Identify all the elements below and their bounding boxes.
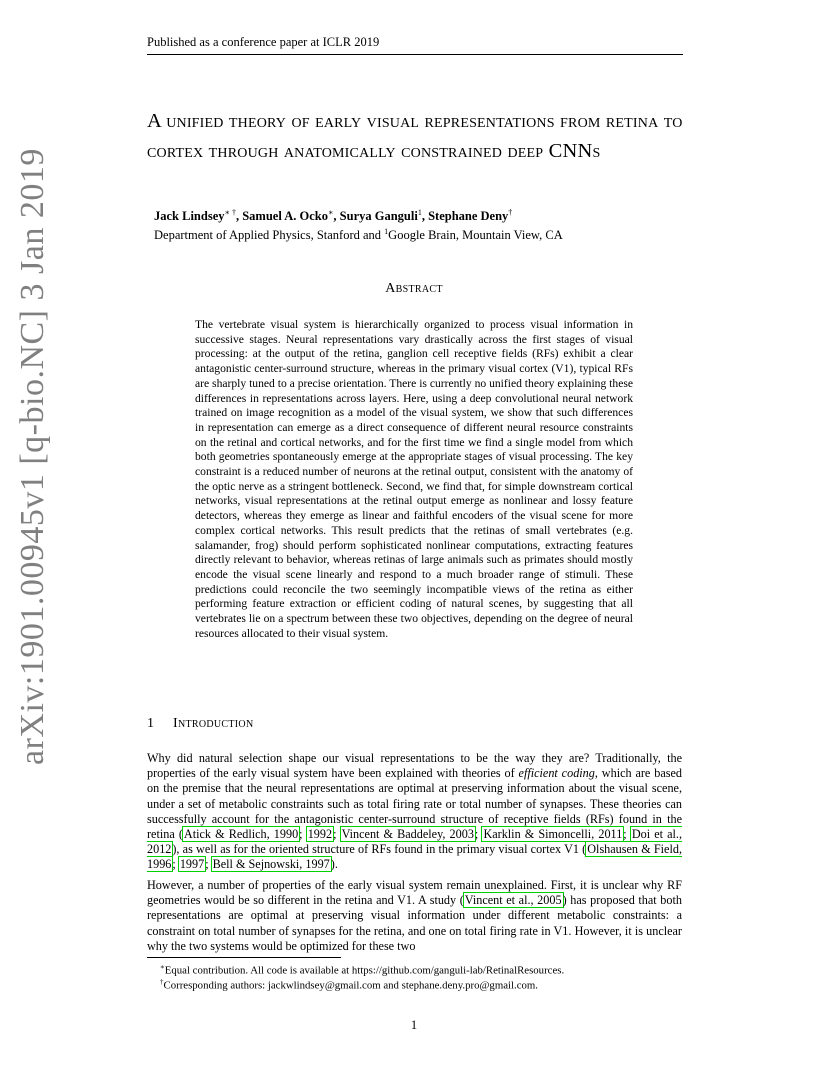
footnote-mark: ∗: [160, 963, 165, 971]
emphasis: efficient coding: [518, 766, 595, 781]
citation-link[interactable]: Karklin & Simoncelli, 2011: [483, 827, 623, 842]
text-run: ;: [623, 827, 631, 842]
footnote-mark: †: [160, 978, 164, 986]
author-list: [154, 208, 512, 224]
text-run: ) has proposed that both representations are optimal at preserving visual information under different metabolic constraints: a constraint on total number of synapses for the retina, and one on total firing rate in V1. However, it is unclear why the two systems would be optimized for these two: [147, 893, 682, 953]
page-number: 1: [410, 1018, 418, 1032]
section-heading: [147, 716, 253, 732]
affiliation: [154, 227, 563, 243]
header-rule: [147, 54, 683, 55]
affiliation-mark: 1: [384, 227, 389, 236]
text-run: ), as well as for the oriented structure of RFs found in the primary visual cortex V1 (: [172, 842, 587, 857]
text-run: ;: [205, 857, 212, 872]
section-number: 1: [147, 716, 155, 731]
author-name: Jack Lindsey: [154, 209, 225, 224]
citation-link[interactable]: Vincent & Baddeley, 2003: [341, 827, 474, 842]
citation-link[interactable]: Vincent et al., 2005: [464, 893, 562, 908]
author-mark: ∗ †: [224, 208, 236, 217]
author-separator: ,: [235, 209, 243, 224]
author-name: Samuel A. Ocko: [242, 209, 328, 224]
citation-link[interactable]: Olshausen & Field, 1996: [147, 842, 682, 872]
arxiv-stamp: arXiv:1901.00945v1 [q-bio.NC] 3 Jan 2019: [14, 148, 51, 765]
intro-paragraph: [147, 751, 682, 873]
intro-paragraph: [147, 878, 682, 954]
abstract-heading: Abstract: [385, 281, 443, 296]
author-name: Surya Ganguli: [339, 209, 418, 224]
citation-link[interactable]: 1997: [179, 857, 205, 872]
footnote-text: Equal contribution. All code is available at https://github.com/ganguli-lab/RetinalResources.: [164, 964, 565, 977]
text-run: ;: [172, 857, 179, 872]
paper-title: A unified theory of early visual representations from retina to cortex through anatomically constrained deep CNNs: [147, 110, 683, 162]
citation-link[interactable]: 1992: [307, 827, 333, 842]
author-mark: ∗: [327, 208, 334, 217]
text-run: ;: [299, 827, 307, 842]
author-name: Stephane Deny: [428, 209, 509, 224]
text-run: Why did natural selection shape our visual representations to be the way they are? Traditionally, the properties of the early visual system have been explained with theories of: [147, 751, 682, 781]
section-title: Introduction: [173, 716, 254, 731]
text-run: However, a number of properties of the early visual system remain unexplained. First, it is unclear why RF geometries would be so different in the retina and V1. A study (: [147, 878, 682, 908]
author-mark: 1: [417, 208, 422, 217]
abstract-text: The vertebrate visual system is hierarchically organized to process visual information in successive stages. Neural representations vary drastically across the first stages of visual processing: at the output of the retina, ganglion cell receptive fields (RFs) exhibit a clear antagonistic center-surround structure, whereas in the primary visual cortex (V1), typical RFs are sharply tuned to a precise orientation. There is currently no unified theory explaining these differences in representations across layers. Here, using a deep convolutional neural network trained on image recognition as a model of the visual system, we show that such differences in representation can emerge as a direct consequence of different neural resource constraints on the retinal and cortical networks, and for the first time we find a single model from which both geometries spontaneously emerge at the appropriate stages of visual processing. The key constraint is a reduced number of neurons at the retinal output, consistent with the anatomy of the optic nerve as a stringent bottleneck. Second, we find that, for simple downstream cortical networks, visual representations at the retinal output emerge as nonlinear and lossy feature detectors, whereas they emerge as linear and faithful encoders of the visual scene for more complex cortical networks. This result predicts that the retinas of small vertebrates (e.g. salamander, frog) should perform sophisticated nonlinear computations, extracting features directly relevant to behavior, whereas retinas of large animals such as primates should mostly encode the visual scene linearly and respond to a much broader range of stimuli. These predictions could reconcile the two seemingly incompatible views of the retina as either performing feature extraction or efficient coding of natural scenes, by suggesting that all vertebrates lie on a spectrum between these two objectives, depending on the degree of neural resources allocated to their visual system.: [195, 318, 633, 640]
text-run: ).: [330, 857, 338, 872]
running-header: Published as a conference paper at ICLR 2019: [147, 35, 380, 49]
footnote-rule: [147, 957, 341, 958]
author-mark: †: [508, 208, 513, 217]
affiliation-text: Department of Applied Physics, Stanford and: [154, 228, 385, 243]
footnote: [160, 978, 538, 992]
citation-link[interactable]: Doi et al., 2012: [147, 827, 683, 857]
footnote: [160, 963, 564, 977]
text-run: ;: [333, 827, 341, 842]
affiliation-text: Google Brain, Mountain View, CA: [388, 228, 563, 243]
author-separator: ,: [421, 209, 429, 224]
footnote-text: Corresponding authors: jackwlindsey@gmail.com and stephane.deny.pro@gmail.com.: [163, 979, 539, 992]
citation-link[interactable]: Bell & Sejnowski, 1997: [212, 857, 330, 872]
author-separator: ,: [333, 209, 340, 224]
text-run: , which are based on the premise that the neural representations are optimal at preserving information about the visual scene, under a set of metabolic constraints such as total firing rate or total number of synapses. These theories can successfully account for the antagonistic center-surround structure of receptive fields (RFs) found in the retina (: [147, 766, 682, 842]
citation-link[interactable]: Atick & Redlich, 1990: [183, 827, 299, 842]
text-run: ;: [474, 827, 483, 842]
